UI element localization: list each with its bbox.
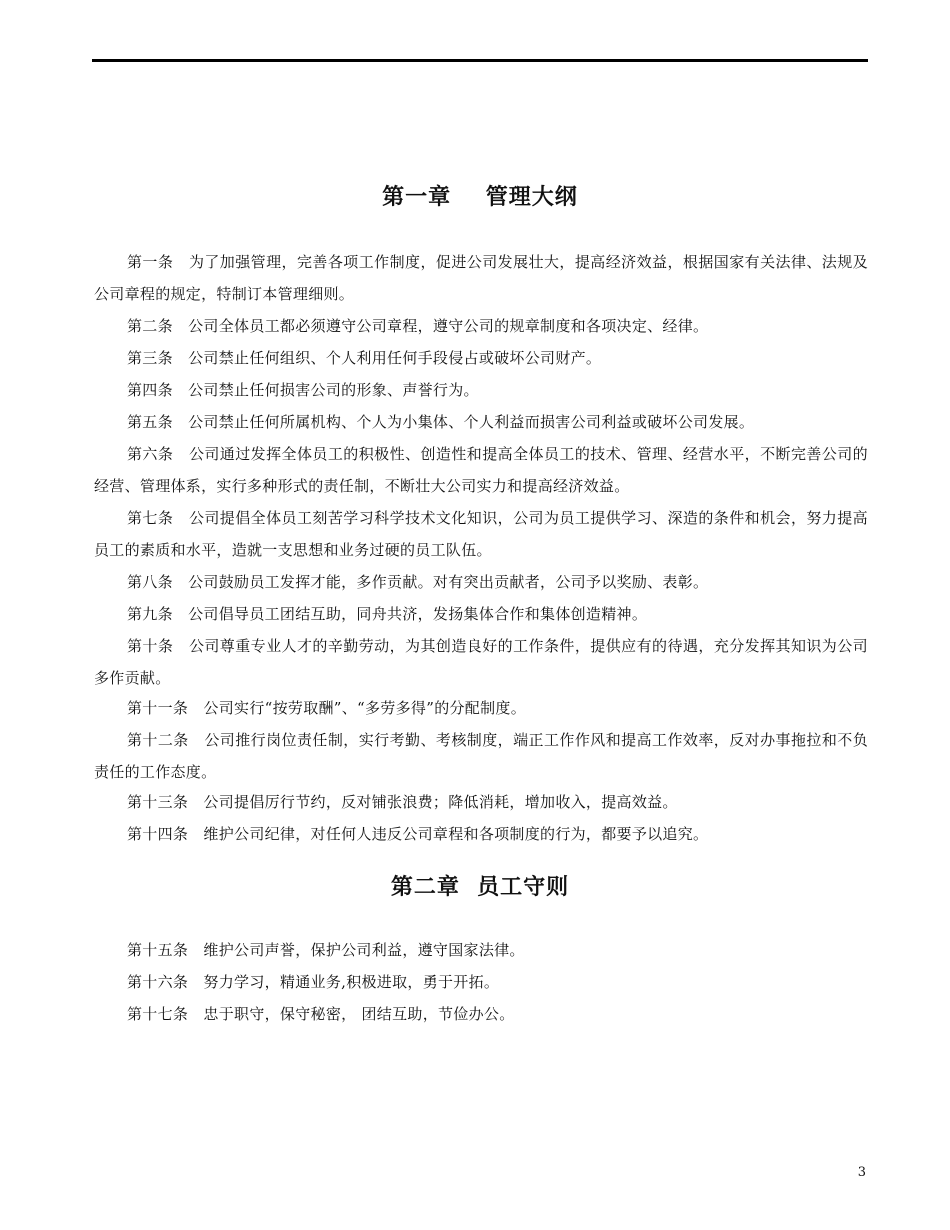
article-number: 第二条: [127, 317, 173, 335]
article-text: 公司提倡全体员工刻苦学习科学技术文化知识，公司为员工提供学习、深造的条件和机会，努力提高员工的素质和水平，造就一支思想和业务过硬的员工队伍。: [94, 509, 868, 559]
article-number: 第十三条: [127, 793, 189, 811]
article-number: 第十七条: [127, 1005, 189, 1023]
article-2: [94, 310, 868, 342]
article-text: 公司尊重专业人才的辛勤劳动，为其创造良好的工作条件，提供应有的待遇，充分发挥其知识为公司多作贡献。: [94, 637, 868, 687]
article-number: 第十五条: [127, 941, 189, 959]
article-6: [94, 438, 868, 502]
article-text: 公司实行“按劳取酬”、“多劳多得”的分配制度。: [203, 699, 526, 717]
article-3: [94, 342, 868, 374]
article-number: 第十六条: [127, 973, 189, 991]
chapter-2-title: 第二章 员工守则: [390, 875, 570, 900]
article-number: 第七条: [127, 509, 174, 527]
article-text: 忠于职守，保守秘密， 团结互助，节俭办公。: [203, 1005, 515, 1023]
article-text: 公司通过发挥全体员工的积极性、创造性和提高全体员工的技术、管理、经营水平，不断完善公司的经营、管理体系，实行多种形式的责任制，不断壮大公司实力和提高经济效益。: [94, 445, 868, 495]
article-text: 公司全体员工都必须遵守公司章程，遵守公司的规章制度和各项决定、经律。: [188, 317, 709, 335]
article-11: [94, 692, 868, 724]
article-5: [94, 406, 868, 438]
article-8: [94, 566, 868, 598]
header-rule: [92, 59, 868, 62]
article-10: [94, 630, 868, 694]
article-number: 第十二条: [127, 731, 189, 749]
article-text: 公司禁止任何组织、个人利用任何手段侵占或破坏公司财产。: [188, 349, 602, 367]
article-text: 为了加强管理，完善各项工作制度，促进公司发展壮大，提高经济效益，根据国家有关法律、法规及公司章程的规定，特制订本管理细则。: [94, 253, 868, 303]
article-17: [94, 998, 868, 1030]
article-number: 第三条: [127, 349, 173, 367]
article-text: 公司禁止任何损害公司的形象、声誉行为。: [188, 381, 479, 399]
page-number: 3: [857, 1165, 866, 1180]
article-number: 第六条: [127, 445, 174, 463]
article-number: 第五条: [127, 413, 173, 431]
article-number: 第八条: [127, 573, 173, 591]
article-text: 努力学习，精通业务,积极进取，勇于开拓。: [203, 973, 500, 991]
article-number: 第九条: [127, 605, 173, 623]
article-number: 第一条: [127, 253, 174, 271]
article-12: [94, 724, 868, 788]
article-13: [94, 786, 868, 818]
article-number: 第十条: [127, 637, 174, 655]
article-text: 维护公司声誉，保护公司利益，遵守国家法律。: [203, 941, 525, 959]
article-number: 第十四条: [127, 825, 189, 843]
article-number: 第四条: [127, 381, 173, 399]
article-text: 公司倡导员工团结互助，同舟共济，发扬集体合作和集体创造精神。: [188, 605, 648, 623]
article-4: [94, 374, 868, 406]
article-text: 维护公司纪律，对任何人违反公司章程和各项制度的行为，都要予以追究。: [203, 825, 709, 843]
article-15: [94, 934, 868, 966]
article-text: 公司鼓励员工发挥才能，多作贡献。对有突出贡献者，公司予以奖励、表彰。: [188, 573, 709, 591]
article-16: [94, 966, 868, 998]
article-14: [94, 818, 868, 850]
article-9: [94, 598, 868, 630]
article-text: 公司推行岗位责任制，实行考勤、考核制度，端正工作作风和提高工作效率，反对办事拖拉和不负责任的工作态度。: [94, 731, 868, 781]
article-1: [94, 246, 868, 310]
article-number: 第十一条: [127, 699, 189, 717]
article-text: 公司提倡厉行节约，反对铺张浪费；降低消耗，增加收入，提高效益。: [203, 793, 678, 811]
article-7: [94, 502, 868, 566]
chapter-1-title: 第一章 管理大纲: [382, 185, 578, 210]
article-text: 公司禁止任何所属机构、个人为小集体、个人利益而损害公司利益或破坏公司发展。: [188, 413, 755, 431]
